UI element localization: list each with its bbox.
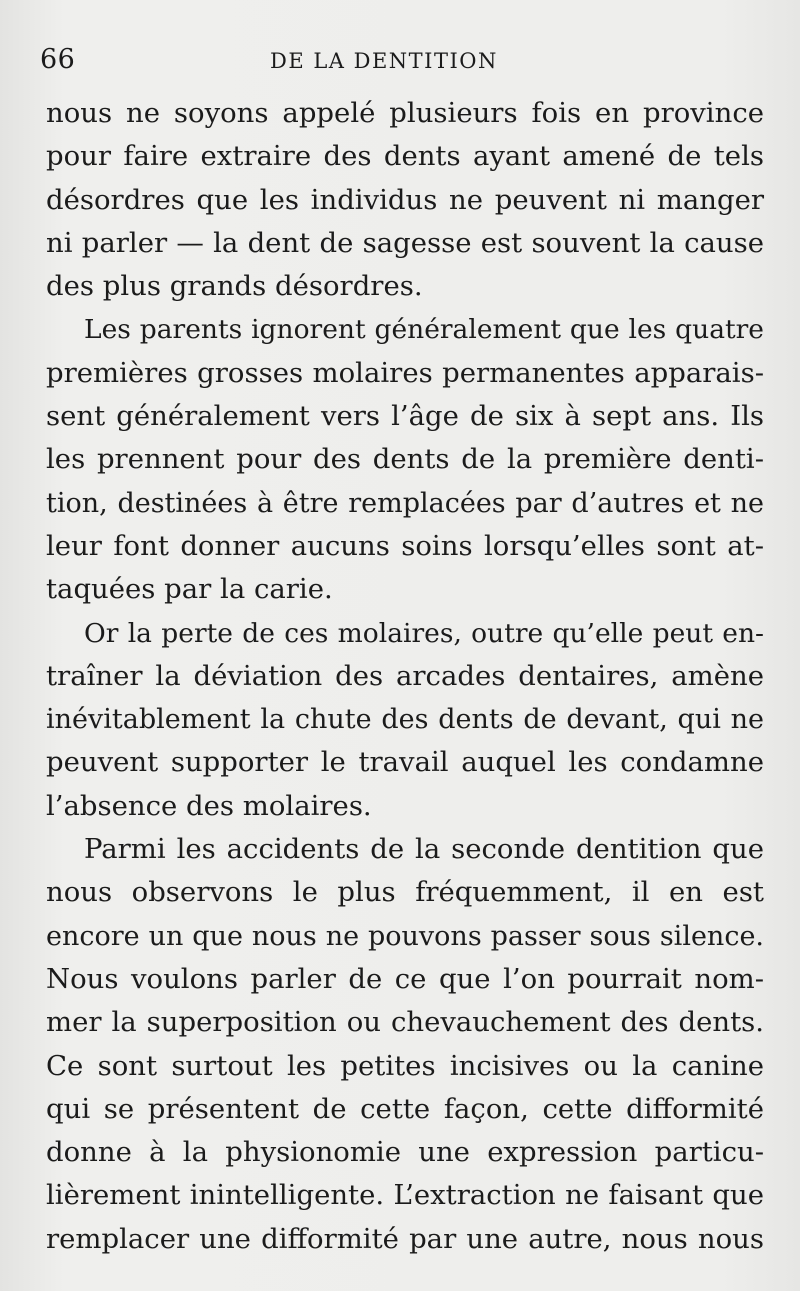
text-line: lièrement inintelligente. L’extraction ne faisant que	[46, 1179, 764, 1212]
text-line: Nous voulons parler de ce que l’on pourrait nom-	[46, 962, 764, 995]
text-line: taquées par la carie.	[46, 573, 333, 606]
text-line: remplacer une difformité par une autre, nous nous	[46, 1222, 764, 1255]
text-line: sent généralement vers l’âge de six à sept ans. Ils	[46, 400, 764, 433]
body-text	[46, 92, 764, 1261]
paragraph-accidents	[46, 828, 764, 1261]
text-line: inévitablement la chute des dents de devant, qui ne	[46, 704, 764, 736]
text-line: nous observons le plus fréquemment, il en est	[46, 876, 764, 909]
text-line: donne à la physionomie une expression particu-	[46, 1136, 764, 1169]
text-line: premières grosses molaires permanentes apparais-	[46, 356, 764, 389]
text-line: pour faire extraire des dents ayant amené de tels	[46, 140, 764, 173]
paragraph-parents	[46, 308, 764, 611]
text-line: Les parents ignorent généralement que les quatre	[84, 314, 764, 346]
text-line: peuvent supporter le travail auquel les condamne	[46, 746, 764, 779]
text-line: traîner la déviation des arcades dentaires, amène	[46, 659, 764, 692]
page-number: 66	[40, 44, 76, 75]
text-line: mer la superposition ou chevauchement des dents.	[46, 1006, 764, 1039]
paragraph-molaires	[46, 612, 764, 828]
text-line: tion, destinées à être remplacées par d’autres et ne	[46, 487, 764, 519]
text-line: ni parler — la dent de sagesse est souvent la cause	[46, 226, 764, 259]
text-line: l’absence des molaires.	[46, 789, 372, 822]
text-line: qui se présentent de cette façon, cette difformité	[46, 1092, 764, 1125]
text-line: des plus grands désordres.	[46, 270, 423, 303]
text-line: leur font donner aucuns soins lorsqu’elles sont at-	[46, 529, 764, 562]
paragraph-continuation	[46, 92, 764, 308]
text-line: Ce sont surtout les petites incisives ou la canine	[46, 1049, 764, 1082]
text-line: encore un que nous ne pouvons passer sous silence.	[46, 920, 764, 952]
text-line: Parmi les accidents de la seconde dentition que	[84, 833, 764, 866]
text-line: désordres que les individus ne peuvent ni manger	[46, 183, 764, 216]
text-line: les prennent pour des dents de la première denti-	[46, 443, 764, 476]
page-header	[40, 44, 760, 80]
running-head: DE LA DENTITION	[270, 49, 498, 73]
text-line: nous ne soyons appelé plusieurs fois en province	[46, 97, 764, 129]
text-line: Or la perte de ces molaires, outre qu’elle peut en-	[84, 617, 764, 649]
